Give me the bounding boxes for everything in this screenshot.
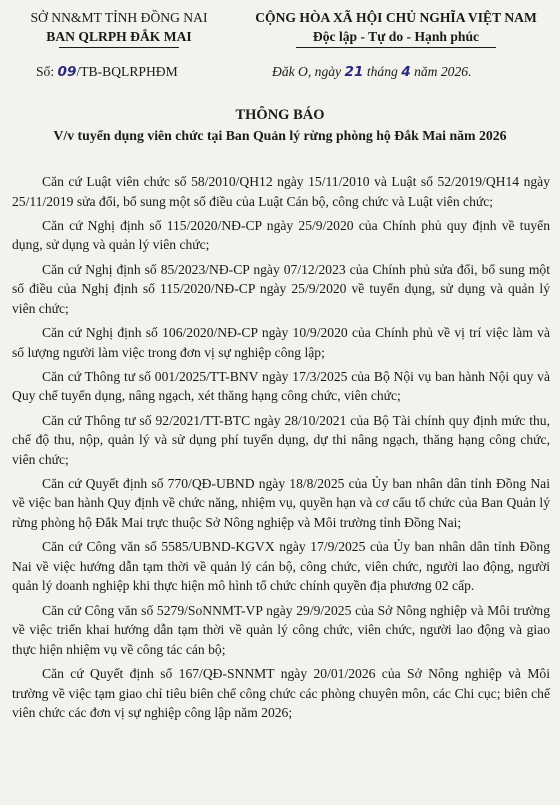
country-name: CỘNG HÒA XÃ HỘI CHỦ NGHĨA VIỆT NAM [255, 10, 537, 25]
legal-basis-paragraph: Căn cứ Công văn số 5585/UBND-KGVX ngày 17/9/2025 của Ủy ban nhân dân tỉnh Đồng Nai về việc hướng dẫn tạm thời về quản lý cán bộ, công chức, viên chức, người lao động, người quản lý doanh nghiệp khi thực hiện mô hình tổ chức chính quyền địa phương 02 cấp. [12, 539, 550, 594]
place-date-part-1: Đăk O, ngày [272, 64, 342, 79]
agency-underline [59, 47, 179, 48]
doc-number-suffix: /TB-BQLRPHĐM [76, 64, 178, 79]
place-and-date [272, 64, 471, 80]
agency-name: BAN QLRPH ĐẮK MAI [46, 29, 192, 44]
legal-basis-paragraph: Căn cứ Thông tư số 001/2025/TT-BNV ngày 17/3/2025 của Bộ Nội vụ ban hành Nội quy và Quy chế tuyển dụng, nâng ngạch, xét thăng hạng công chức, viên chức; [12, 368, 550, 404]
document-subtitle: V/v tuyển dụng viên chức tại Ban Quản lý rừng phòng hộ Đắk Mai năm 2026 [53, 128, 507, 143]
day-handwritten: 21 [344, 64, 364, 80]
document-title: THÔNG BÁO [235, 107, 325, 123]
place-date-part-3: năm 2026. [414, 64, 472, 79]
legal-basis-paragraph: Căn cứ Nghị định số 85/2023/NĐ-CP ngày 07/12/2023 của Chính phủ sửa đổi, bổ sung một số điều của Nghị định số 115/2020/NĐ-CP ngày 25/9/2020 về tuyển dụng, sử dụng và quản lý viên chức; [12, 261, 550, 316]
motto-underline [296, 47, 496, 48]
legal-basis-paragraph: Căn cứ Thông tư số 92/2021/TT-BTC ngày 28/10/2021 của Bộ Tài chính quy định mức thu, chế độ thu, nộp, quản lý và sử dụng phí tuyển dụng, dự thi nâng ngạch, thăng hạng công chức, viên chức; [12, 412, 550, 467]
legal-basis-paragraph: Căn cứ Nghị định số 106/2020/NĐ-CP ngày 10/9/2020 của Chính phủ về vị trí việc làm và số lượng người làm việc trong đơn vị sự nghiệp công lập; [12, 324, 550, 360]
agency-header [14, 8, 224, 48]
legal-basis-paragraph: Căn cứ Công văn số 5279/SoNNMT-VP ngày 29/9/2025 của Sở Nông nghiệp và Môi trường về việc triển khai hướng dẫn tạm thời về quản lý công chức, viên chức, người lao động và giao thực hiện nhiệm vụ về công tác cán bộ; [12, 602, 550, 657]
national-header [240, 8, 552, 48]
doc-number-prefix: Số: [36, 64, 55, 79]
legal-basis-paragraph: Căn cứ Quyết định số 167/QĐ-SNNMT ngày 20/01/2026 của Sở Nông nghiệp và Môi trường về việc tạm giao chỉ tiêu biên chế công chức các phòng chuyên môn, các Chi cục; biên chế viên chức các đơn vị sự nghiệp công lập năm 2026; [12, 666, 550, 721]
document-body [12, 172, 550, 727]
place-date-part-2: tháng [366, 64, 398, 79]
legal-basis-paragraph: Căn cứ Luật viên chức số 58/2010/QH12 ngày 15/11/2010 và Luật số 52/2019/QH14 ngày 25/11/2019 sửa đổi, bổ sung một số điều của Luật Cán bộ, công chức và Luật viên chức; [12, 174, 550, 209]
parent-agency-name: SỞ NN&MT TỈNH ĐỒNG NAI [30, 10, 208, 25]
national-motto: Độc lập - Tự do - Hạnh phúc [312, 29, 480, 44]
document-number [36, 64, 178, 80]
doc-number-handwritten: 09 [57, 64, 77, 80]
month-handwritten: 4 [401, 64, 411, 80]
legal-basis-paragraph: Căn cứ Quyết định số 770/QĐ-UBND ngày 18/8/2025 của Ủy ban nhân dân tỉnh Đồng Nai về việc ban hành Quy định về chức năng, nhiệm vụ, quyền hạn và cơ cấu tổ chức của Ban Quản lý rừng phòng hộ Đắk Mai trực thuộc Sở Nông nghiệp và Môi trường tỉnh Đồng Nai; [12, 475, 550, 531]
legal-basis-paragraph: Căn cứ Nghị định số 115/2020/NĐ-CP ngày 25/9/2020 của Chính phủ quy định về tuyển dụng, sử dụng và quản lý viên chức; [12, 217, 550, 253]
